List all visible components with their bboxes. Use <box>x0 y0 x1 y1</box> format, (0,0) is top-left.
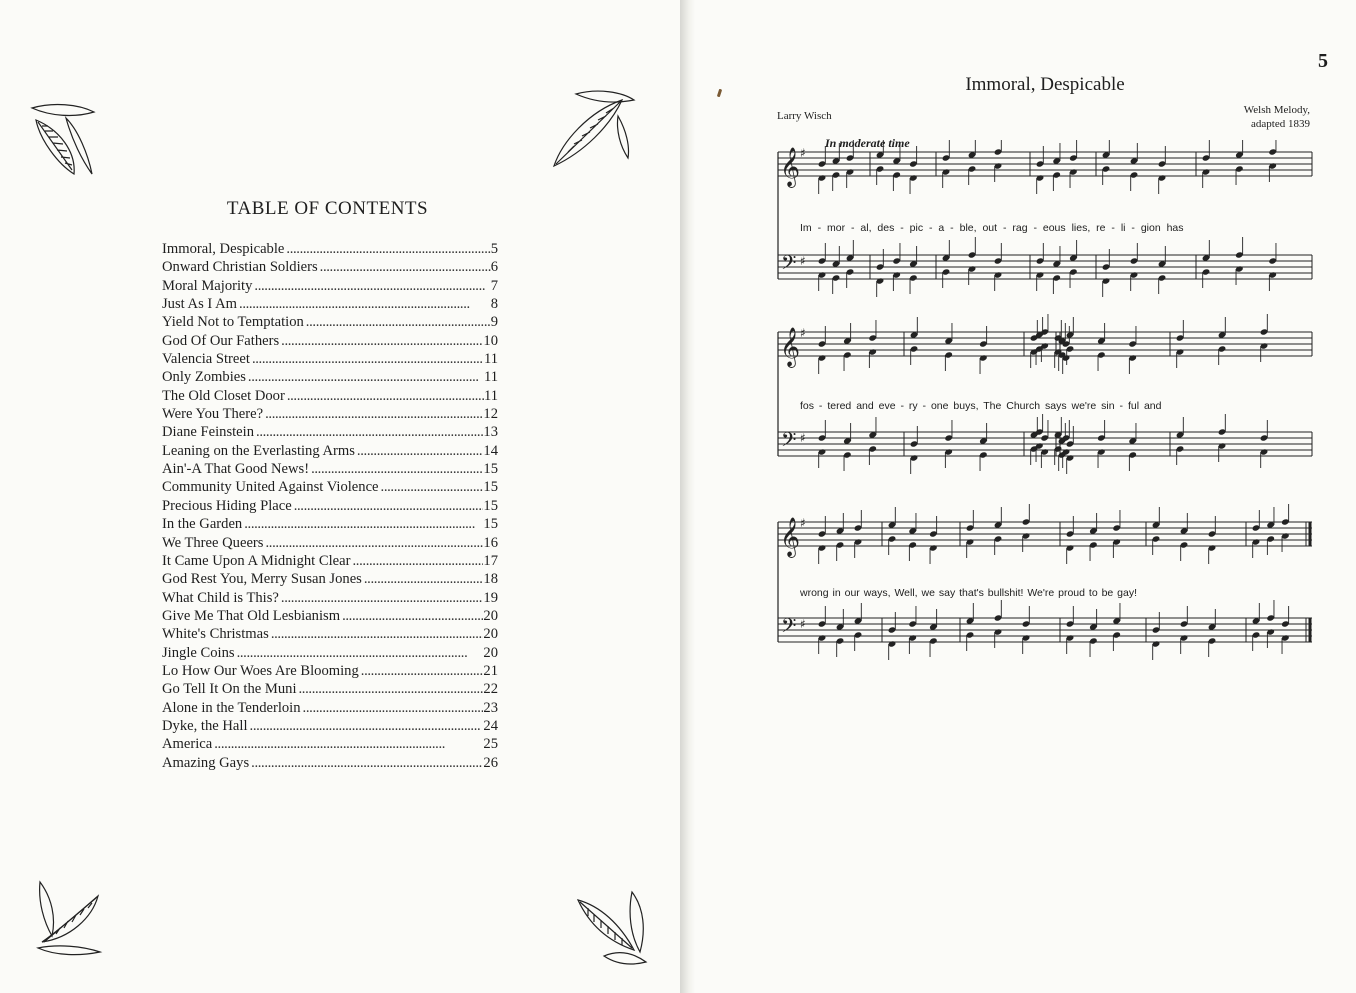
toc-entry[interactable] <box>162 277 498 295</box>
sharp-icon: ♯ <box>800 326 806 340</box>
toc-entry-page: 13 <box>483 424 498 441</box>
toc-entry-page: 11 <box>483 387 498 404</box>
toc-entry[interactable] <box>162 478 498 496</box>
toc-entry[interactable] <box>162 350 498 368</box>
treble-clef-icon: 𝄞 <box>780 327 801 367</box>
toc-entry-title: Leaning on the Everlasting Arms <box>162 442 355 459</box>
toc-entry[interactable] <box>162 735 498 753</box>
toc-entry-title: America <box>162 736 213 753</box>
sharp-icon: ♯ <box>800 617 806 631</box>
melody-credit-line: adapted 1839 <box>1251 118 1310 130</box>
toc-entry-page: 15 <box>483 479 498 496</box>
toc-entry-title: Just As I Am <box>162 296 238 313</box>
lyric-line: fos - tered and eve - ry - one buys, The Church says we're sin - ful and <box>800 400 1162 412</box>
toc-entry-title: Yield Not to Temptation <box>162 314 304 331</box>
toc-entry-title: The Old Closet Door <box>162 387 285 404</box>
toc-entry[interactable] <box>162 625 498 643</box>
toc-entry-page: 20 <box>483 644 498 661</box>
toc-entry-page: 12 <box>483 406 498 423</box>
toc-entry-page: 23 <box>483 699 498 716</box>
top-right-leaf-icon <box>548 86 638 172</box>
toc-entry-page: 25 <box>483 736 498 753</box>
toc-entry-page: 16 <box>483 534 498 551</box>
toc-entry-title: Give Me That Old Lesbianism <box>162 607 341 624</box>
toc-entry-page: 10 <box>483 332 498 349</box>
toc-entry[interactable] <box>162 754 498 772</box>
tempo-marking: In moderate time <box>825 136 910 150</box>
toc-entry-title: Community United Against Violence <box>162 479 379 496</box>
toc-entry-title: Were You There? <box>162 406 264 423</box>
toc-entry-title: Precious Hiding Place <box>162 497 292 514</box>
toc-entry-page: 14 <box>483 442 498 459</box>
toc-entry-page: 6 <box>490 259 498 276</box>
toc-entry-title: Jingle Coins <box>162 644 235 661</box>
toc-entry[interactable] <box>162 405 498 423</box>
bass-clef-icon: 𝄢 <box>781 251 797 279</box>
lyric-line: wrong in our ways, Well, we say that's bullshit! We're proud to be gay! <box>800 587 1138 599</box>
toc-entry-title: Only Zombies <box>162 369 246 386</box>
toc-entry-page: 20 <box>483 626 498 643</box>
toc-entry[interactable] <box>162 497 498 515</box>
sharp-icon: ♯ <box>800 254 806 268</box>
toc-entry[interactable] <box>162 515 498 533</box>
toc-entry-page: 15 <box>483 497 498 514</box>
toc-entry-title: White's Christmas <box>162 626 269 643</box>
bottom-left-leaf-icon <box>34 878 106 958</box>
toc-entry-title: Dyke, the Hall <box>162 717 248 734</box>
toc-entry-title: Onward Christian Soldiers <box>162 259 318 276</box>
toc-entry[interactable] <box>162 240 498 258</box>
toc-entry-title: Moral Majority <box>162 277 253 294</box>
toc-entry[interactable] <box>162 313 498 331</box>
toc-entry-page: 11 <box>483 369 498 386</box>
toc-list <box>162 240 498 772</box>
lyricist-credit: Larry Wisch <box>777 110 832 122</box>
toc-entry-title: Lo How Our Woes Are Blooming <box>162 662 359 679</box>
toc-entry-page: 20 <box>483 607 498 624</box>
toc-entry[interactable] <box>162 680 498 698</box>
bottom-right-leaf-icon <box>574 890 650 970</box>
toc-entry[interactable] <box>162 442 498 460</box>
toc-entry-title: God Rest You, Merry Susan Jones <box>162 571 362 588</box>
toc-entry[interactable] <box>162 644 498 662</box>
toc-entry-title: It Came Upon A Midnight Clear <box>162 552 351 569</box>
toc-entry-title: What Child is This? <box>162 589 279 606</box>
melody-credit <box>1190 103 1310 131</box>
book-gutter <box>680 0 695 993</box>
toc-entry-page: 15 <box>483 461 498 478</box>
toc-entry[interactable] <box>162 295 498 313</box>
song-title: Immoral, Despicable <box>965 74 1125 95</box>
bass-clef-icon: 𝄢 <box>781 614 797 642</box>
toc-entry[interactable] <box>162 332 498 350</box>
toc-entry-title: Amazing Gays <box>162 754 250 771</box>
toc-entry[interactable] <box>162 607 498 625</box>
toc-entry-page: 21 <box>483 662 498 679</box>
lyric-line: Im - mor - al, des - pic - a - ble, out - rag - eous lies, re - li - gion has <box>800 222 1184 234</box>
toc-entry-title: God Of Our Fathers <box>162 332 280 349</box>
toc-entry-title: Immoral, Despicable <box>162 241 285 257</box>
top-left-leaf-icon <box>28 100 100 180</box>
bass-clef-icon: 𝄢 <box>781 428 797 456</box>
toc-entry-page: 19 <box>483 589 498 606</box>
sharp-icon: ♯ <box>800 146 806 160</box>
toc-entry-page: 24 <box>483 717 498 734</box>
toc-entry-page: 18 <box>483 571 498 588</box>
melody-credit-line: Welsh Melody, <box>1243 104 1310 116</box>
toc-entry-title: Go Tell It On the Muni <box>162 681 297 698</box>
toc-entry-page: 9 <box>490 314 498 331</box>
toc-entry-page: 22 <box>483 681 498 698</box>
toc-entry-page: 17 <box>483 552 498 569</box>
toc-entry-page: 15 <box>483 516 498 533</box>
toc-entry[interactable] <box>162 589 498 607</box>
toc-entry-title: In the Garden <box>162 516 243 533</box>
treble-clef-icon: 𝄞 <box>780 147 801 187</box>
toc-entry[interactable] <box>162 387 498 405</box>
toc-entry[interactable] <box>162 258 498 276</box>
toc-entry-title: We Three Queers <box>162 534 264 551</box>
toc-entry-page: 11 <box>483 351 498 368</box>
toc-entry[interactable] <box>162 552 498 570</box>
toc-entry[interactable] <box>162 423 498 441</box>
toc-title: TABLE OF CONTENTS <box>226 198 429 219</box>
treble-clef-icon: 𝄞 <box>780 517 801 557</box>
toc-entry[interactable] <box>162 717 498 735</box>
toc-entry[interactable] <box>162 662 498 680</box>
toc-entry[interactable] <box>162 570 498 588</box>
toc-entry-page: 26 <box>483 754 498 771</box>
toc-entry-title: Valencia Street <box>162 351 250 368</box>
toc-entry-title: Alone in the Tenderloin <box>162 699 301 716</box>
sharp-icon: ♯ <box>800 516 806 530</box>
toc-entry-page: 8 <box>490 296 498 313</box>
toc-entry-title: Ain'-A That Good News! <box>162 461 310 478</box>
toc-entry[interactable] <box>162 460 498 478</box>
toc-entry-page: 5 <box>490 241 498 257</box>
toc-entry-title: Diane Feinstein <box>162 424 255 441</box>
sharp-icon: ♯ <box>800 431 806 445</box>
toc-entry[interactable] <box>162 534 498 552</box>
toc-entry-page: 7 <box>490 277 498 294</box>
toc-entry[interactable] <box>162 368 498 386</box>
toc-entry[interactable] <box>162 699 498 717</box>
page-number: 5 <box>1318 50 1328 72</box>
